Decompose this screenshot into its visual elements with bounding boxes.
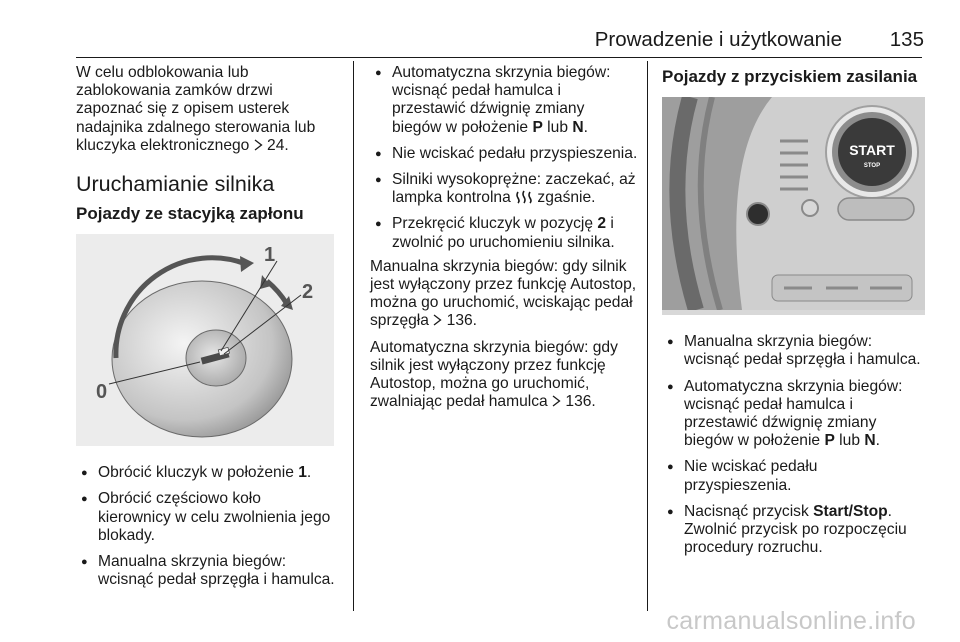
subheading-power-button: Pojazdy z przyciskiem zasilania	[662, 67, 918, 86]
list-item: ● Nie wciskać pedału przyspieszenia.	[370, 145, 638, 163]
watermark: carmanualsonline.info	[666, 607, 916, 635]
column-1	[76, 64, 338, 597]
page-ref: 136.	[565, 393, 596, 411]
list-item: ● Nie wciskać pedału przyspieszenia.	[662, 458, 926, 494]
header-title: Prowadzenie i użytkowanie	[594, 28, 842, 51]
position-1-label: 1	[264, 244, 276, 267]
list-item: ● Przekręcić kluczyk w pozycję 2 i zwolnić po uruchomieniu silnika.	[370, 215, 638, 251]
subheading-ignition: Pojazdy ze stacyjką zapłonu	[76, 204, 304, 224]
list-item: ● Automatyczna skrzynia biegów: wcisnąć pedał hamulca i przestawić dźwignię zmiany biegów w położenie P lub N.	[370, 64, 638, 137]
position-0-label: 0	[96, 381, 108, 404]
section-heading: Uruchamianie silnika	[76, 172, 275, 197]
ignition-steps-list	[76, 464, 338, 589]
list-item: ● Manualna skrzynia biegów: wcisnąć pedał sprzęgła i hamulca.	[662, 333, 926, 369]
page-ref: 136.	[446, 312, 477, 330]
list-item: ● Nacisnąć przycisk Start/Stop. Zwolnić przycisk po rozpoczęciu procedury rozruchu.	[662, 503, 926, 558]
page-ref-icon	[433, 312, 442, 329]
list-item: ● Obrócić kluczyk w położenie 1.	[76, 464, 338, 482]
list-item: ● Manualna skrzynia biegów: wcisnąć pedał sprzęgła i hamulca.	[76, 553, 338, 589]
list-item: ● Obrócić częściowo koło kierownicy w celu zwolnienia jego blokady.	[76, 490, 338, 545]
list-item: ● Silniki wysokoprężne: zaczekać, aż lampka kontrolna zgaśnie.	[370, 171, 638, 207]
page-ref-icon	[552, 393, 561, 410]
column-divider-1	[353, 61, 354, 611]
start-label: START	[849, 142, 895, 158]
autostop-automatic-paragraph: Automatyczna skrzynia biegów: gdy silnik jest wyłączony przez funkcję Autostop, można go uruchomić, zwalniając pedał hamulca 136.	[370, 338, 618, 411]
column-3	[662, 64, 926, 565]
position-2-label: 2	[302, 281, 314, 304]
intro-paragraph: W celu odblokowania lub zablokowania zamków drzwi zapoznać się z opisem usterek nadajnika zdalnego sterowania lub kluczyka elektronicznego 24.	[76, 64, 316, 154]
intro-page-ref: 24.	[267, 136, 289, 154]
power-button-steps-list	[662, 333, 926, 557]
ignition-lock-figure	[76, 234, 334, 446]
ignition-steps-list-continued	[370, 64, 638, 252]
column-divider-2	[647, 61, 648, 611]
start-stop-button-figure	[662, 97, 925, 315]
autostop-manual-paragraph: Manualna skrzynia biegów: gdy silnik jest wyłączony przez funkcję Autostop, można go uruchomić, wciskając pedał sprzęgła 136.	[370, 257, 637, 330]
column-2	[370, 64, 638, 419]
page-number: 135	[889, 28, 924, 51]
page-ref-icon	[254, 137, 267, 154]
glow-plug-icon	[515, 189, 533, 206]
header-rule	[76, 57, 922, 58]
list-item: ● Automatyczna skrzynia biegów: wcisnąć pedał hamulca i przestawić dźwignię zmiany biegów w położenie P lub N.	[662, 378, 926, 451]
stop-label: STOP	[863, 163, 881, 169]
